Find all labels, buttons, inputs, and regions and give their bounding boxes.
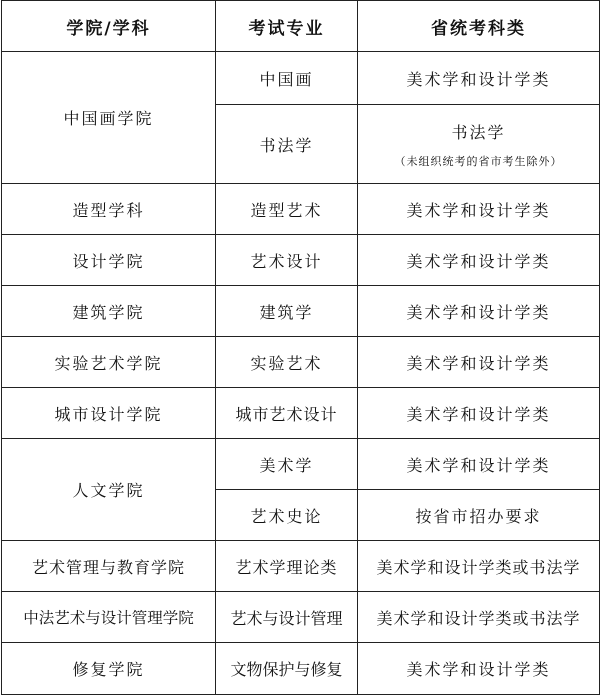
college-cell: 设计学院 (2, 235, 216, 286)
college-cell: 城市设计学院 (2, 388, 216, 439)
table-row (2, 184, 600, 235)
table-row (2, 235, 600, 286)
college-cell: 艺术管理与教育学院 (2, 541, 216, 592)
college-cell: 造型学科 (2, 184, 216, 235)
major-cell: 艺术学理论类 (216, 541, 358, 592)
table-row (2, 439, 600, 490)
major-cell: 造型艺术 (216, 184, 358, 235)
category-cell: 按省市招办要求 (358, 490, 600, 541)
table-row (2, 388, 600, 439)
admissions-table (1, 0, 600, 695)
college-cell: 实验艺术学院 (2, 337, 216, 388)
major-cell: 书法学 (216, 105, 358, 184)
category-cell: 美术学和设计学类或书法学 (358, 592, 600, 643)
college-cell: 修复学院 (2, 643, 216, 695)
major-cell: 中国画 (216, 52, 358, 105)
category-cell: 美术学和设计学类或书法学 (358, 541, 600, 592)
category-cell (358, 105, 600, 184)
college-cell: 人文学院 (2, 439, 216, 541)
header-major: 考试专业 (216, 1, 358, 52)
category-cell: 美术学和设计学类 (358, 52, 600, 105)
header-college: 学院/学科 (2, 1, 216, 52)
major-cell: 艺术史论 (216, 490, 358, 541)
table-row (2, 541, 600, 592)
college-cell: 中法艺术与设计管理学院 (2, 592, 216, 643)
major-cell: 实验艺术 (216, 337, 358, 388)
major-cell: 城市艺术设计 (216, 388, 358, 439)
header-row (2, 1, 600, 52)
category-cell: 美术学和设计学类 (358, 643, 600, 695)
college-cell: 中国画学院 (2, 52, 216, 184)
major-cell: 艺术与设计管理 (216, 592, 358, 643)
table-row (2, 52, 600, 105)
category-main-text: 书法学 (451, 122, 506, 142)
category-cell: 美术学和设计学类 (358, 184, 600, 235)
major-cell: 艺术设计 (216, 235, 358, 286)
table-row (2, 643, 600, 695)
category-cell: 美术学和设计学类 (358, 235, 600, 286)
table-row (2, 592, 600, 643)
major-cell: 美术学 (216, 439, 358, 490)
table-row (2, 337, 600, 388)
category-cell: 美术学和设计学类 (358, 388, 600, 439)
category-note-text: （未组织统考的省市考生除外） (394, 154, 563, 168)
header-category: 省统考科类 (358, 1, 600, 52)
major-cell: 文物保护与修复 (216, 643, 358, 695)
college-cell: 建筑学院 (2, 286, 216, 337)
category-cell: 美术学和设计学类 (358, 286, 600, 337)
table-row (2, 286, 600, 337)
category-cell: 美术学和设计学类 (358, 439, 600, 490)
category-cell: 美术学和设计学类 (358, 337, 600, 388)
major-cell: 建筑学 (216, 286, 358, 337)
